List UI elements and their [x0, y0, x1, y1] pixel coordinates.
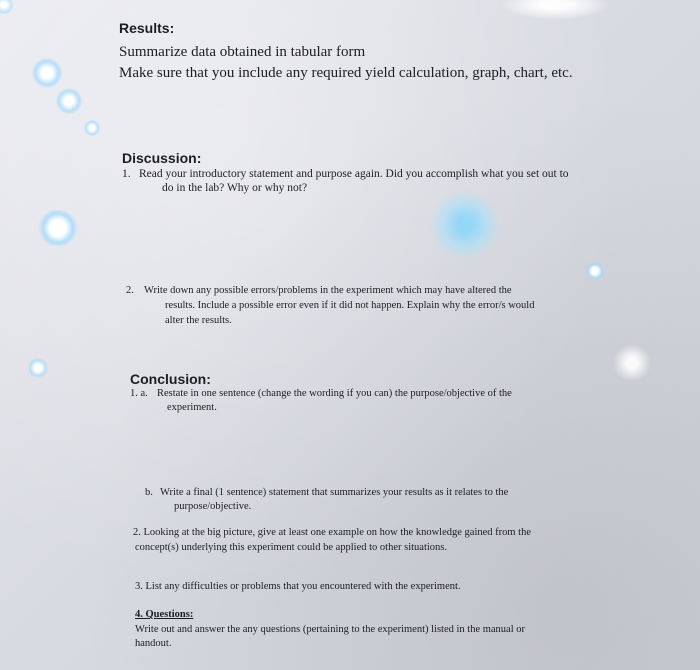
light-glare	[430, 190, 500, 260]
conclusion-heading: Conclusion:	[130, 371, 211, 387]
results-instruction-1: Summarize data obtained in tabular form	[119, 44, 366, 60]
conclusion-item-1a-line-2: experiment.	[167, 402, 217, 413]
discussion-item-2-line-2: results. Include a possible error even if it did not happen. Explain why the error/s would	[165, 300, 535, 311]
conclusion-item-2-line-2: concept(s) underlying this experiment could be applied to other situations.	[135, 542, 448, 553]
discussion-item-2-line-1: Write down any possible errors/problems in the experiment which may have altered the	[144, 285, 512, 296]
discussion-item-2-line-3: alter the results.	[165, 315, 232, 326]
conclusion-item-1b-line-2: purpose/objective.	[174, 501, 252, 512]
conclusion-item-1b-number: b.	[145, 487, 153, 498]
light-glare	[0, 0, 14, 14]
light-glare	[84, 120, 100, 136]
light-glare	[56, 88, 82, 114]
discussion-item-2-number: 2.	[126, 285, 134, 296]
discussion-item-1-line-1: Read your introductory statement and purpose again. Did you accomplish what you set out to	[139, 168, 569, 180]
conclusion-item-1b-line-1: Write a final (1 sentence) statement that summarizes your results as it relates to the	[160, 487, 509, 498]
discussion-item-1-line-2: do in the lab? Why or why not?	[162, 182, 308, 194]
light-glare	[38, 210, 78, 246]
conclusion-item-3-line-1: 3. List any difficulties or problems that you encountered with the experiment.	[135, 581, 461, 592]
light-glare	[586, 262, 604, 280]
discussion-item-1-number: 1.	[122, 168, 131, 180]
light-glare	[612, 345, 652, 381]
discussion-heading: Discussion:	[122, 150, 202, 166]
light-glare	[28, 358, 48, 378]
conclusion-item-4-line-2: handout.	[135, 638, 172, 649]
results-heading: Results:	[119, 20, 175, 36]
conclusion-item-4-line-1: Write out and answer the any questions (pertaining to the experiment) listed in the manual or	[135, 624, 526, 635]
conclusion-item-1a-line-1: Restate in one sentence (change the wording if you can) the purpose/objective of the	[157, 388, 512, 399]
results-instruction-2: Make sure that you include any required yield calculation, graph, chart, etc.	[119, 65, 573, 81]
light-glare	[500, 0, 610, 20]
conclusion-item-1a-number: 1. a.	[130, 388, 148, 399]
light-glare	[32, 58, 62, 88]
conclusion-item-2-line-1: 2. Looking at the big picture, give at least one example on how the knowledge gained from the	[133, 527, 532, 538]
conclusion-questions-heading: 4. Questions:	[135, 609, 194, 620]
